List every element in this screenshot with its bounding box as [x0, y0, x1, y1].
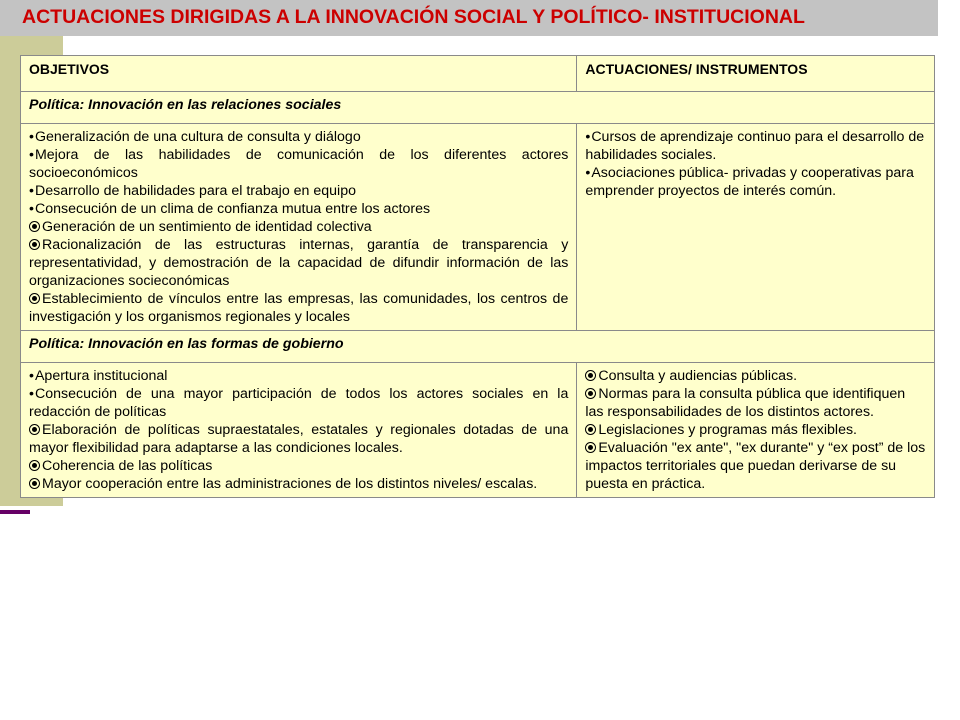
objetivos-list [29, 128, 568, 326]
header-objetivos: OBJETIVOS [21, 56, 577, 92]
list-item [29, 236, 568, 290]
bullet-symbol-icon [29, 239, 40, 250]
list-item-text: Racionalización de las estructuras internas, garantía de transparencia y representatividad, y demostración de la capacidad de difundir información de las organizaciones socieconómicas [29, 237, 569, 289]
bullet-symbol-icon [29, 460, 40, 471]
bullet-symbol-icon [29, 293, 40, 304]
list-item-text: Mayor cooperación entre las administraciones de los distintos niveles/ escalas. [42, 476, 538, 492]
list-item-text: Generalización de una cultura de consulta y diálogo [34, 129, 361, 145]
bullet-symbol-icon [585, 424, 596, 435]
content-row [21, 124, 935, 331]
list-item-text: Legislaciones y programas más flexibles. [598, 422, 857, 438]
list-item-text: Establecimiento de vínculos entre las empresas, las comunidades, los centros de investigación y los organismos regionales y locales [29, 291, 569, 325]
bullet-dot-icon: • [29, 183, 34, 199]
list-item-text: Consecución de un clima de confianza mutua entre los actores [34, 201, 431, 217]
objetivos-cell [21, 363, 577, 498]
list-item-text: Apertura institucional [34, 368, 168, 384]
header-actuaciones: ACTUACIONES/ INSTRUMENTOS [577, 56, 935, 92]
list-item [585, 164, 926, 200]
bullet-dot-icon: • [29, 368, 34, 384]
list-item-text: Desarrollo de habilidades para el trabajo en equipo [34, 183, 356, 199]
list-item [29, 475, 568, 493]
bullet-symbol-icon [585, 442, 596, 453]
list-item [29, 182, 568, 200]
bullet-dot-icon: • [29, 129, 34, 145]
list-item [29, 290, 568, 326]
policy-row [21, 92, 935, 124]
bullet-dot-icon: • [29, 386, 34, 402]
list-item [29, 457, 568, 475]
list-item-text: Normas para la consulta pública que identifiquen las responsabilidades de los distintos actores. [585, 386, 906, 420]
bullet-dot-icon: • [585, 129, 591, 145]
policy-heading: Política: Innovación en las formas de gobierno [21, 331, 935, 363]
table-header-row [21, 56, 935, 92]
list-item [29, 218, 568, 236]
title-bar [0, 0, 938, 36]
list-item-text: Asociaciones pública- privadas y cooperativas para emprender proyectos de interés común. [585, 165, 914, 199]
list-item [585, 385, 926, 421]
bullet-dot-icon: • [29, 147, 34, 163]
bullet-symbol-icon [29, 221, 40, 232]
list-item [585, 367, 926, 385]
list-item-text: Elaboración de políticas supraestatales, estatales y regionales dotadas de una mayor flexibilidad para adaptarse a las condiciones locales. [29, 422, 569, 456]
actuaciones-list [585, 128, 926, 200]
list-item [585, 439, 926, 493]
policy-row [21, 331, 935, 363]
list-item [29, 385, 568, 421]
bullet-symbol-icon [29, 478, 40, 489]
bullet-symbol-icon [585, 370, 596, 381]
slide-title: ACTUACIONES DIRIGIDAS A LA INNOVACIÓN SOCIAL Y POLÍTICO- INSTITUCIONAL [22, 6, 805, 28]
list-item-text: Coherencia de las políticas [42, 458, 213, 474]
policy-heading: Política: Innovación en las relaciones sociales [21, 92, 935, 124]
list-item-text: Evaluación "ex ante", "ex durante" y “ex post” de los impactos territoriales que puedan derivarse de su puesta en práctica. [585, 440, 926, 492]
list-item-text: Consulta y audiencias públicas. [598, 368, 798, 384]
objectives-table [20, 55, 935, 498]
list-item [29, 128, 568, 146]
list-item [29, 200, 568, 218]
actuaciones-cell [577, 363, 935, 498]
list-item [585, 128, 926, 164]
bullet-symbol-icon [585, 388, 596, 399]
list-item-text: Cursos de aprendizaje continuo para el desarrollo de habilidades sociales. [585, 129, 925, 163]
objetivos-cell [21, 124, 577, 331]
list-item-text: Generación de un sentimiento de identidad colectiva [42, 219, 372, 235]
list-item [29, 146, 568, 182]
bullet-symbol-icon [29, 424, 40, 435]
list-item [29, 421, 568, 457]
decorative-accent-line [0, 510, 30, 514]
bullet-dot-icon: • [29, 201, 34, 217]
list-item [585, 421, 926, 439]
objetivos-list [29, 367, 568, 493]
actuaciones-list [585, 367, 926, 493]
bullet-dot-icon: • [585, 165, 591, 181]
list-item-text: Mejora de las habilidades de comunicación de los diferentes actores socioeconómicos [29, 147, 569, 181]
actuaciones-cell [577, 124, 935, 331]
list-item [29, 367, 568, 385]
list-item-text: Consecución de una mayor participación de todos los actores sociales en la redacción de políticas [29, 386, 569, 420]
content-row [21, 363, 935, 498]
